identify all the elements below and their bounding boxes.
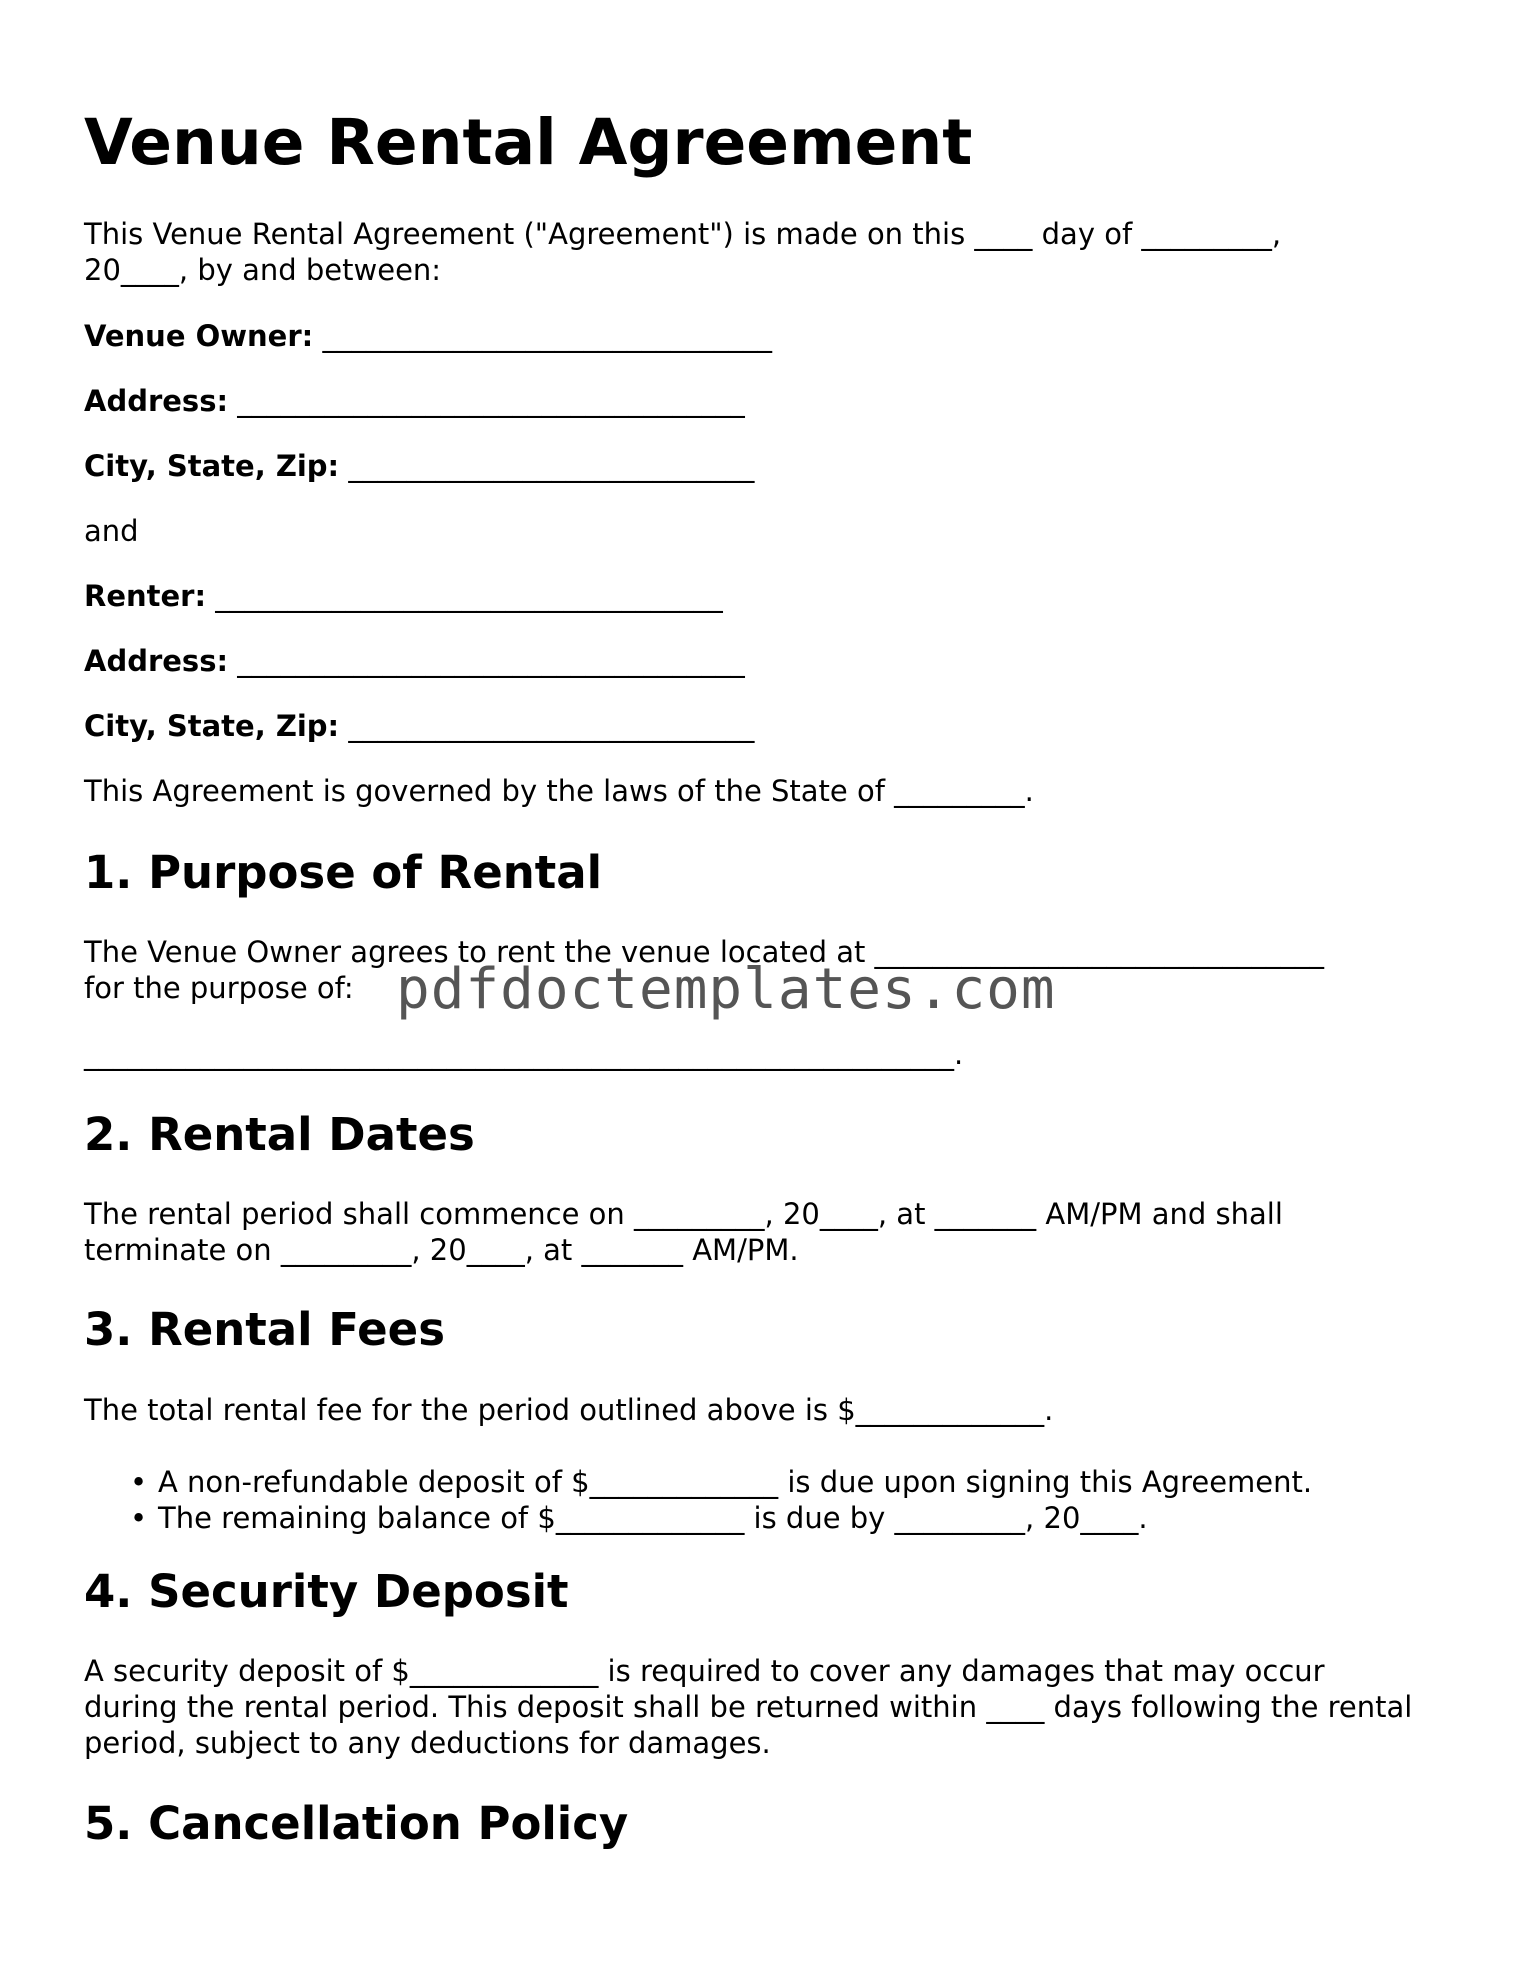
section-dates-text: [84, 1196, 1454, 1268]
purpose-line-2: for the purpose of:: [84, 971, 354, 1005]
renter-name-field: [84, 578, 1454, 614]
fees-bullet-text: A non-refundable deposit of $_____________ is due upon signing this Agreement.: [158, 1465, 1313, 1499]
governing-law-text: This Agreement is governed by the laws of the State of _________.: [84, 774, 1034, 808]
dates-line-2: terminate on _________, 20____, at _______ AM/PM.: [84, 1233, 799, 1267]
owner-address-blank: ___________________________________: [237, 384, 745, 418]
purpose-line-1: The Venue Owner agrees to rent the venue located at _______________________________: [84, 935, 1325, 969]
bullet-icon: •: [130, 1501, 148, 1535]
section-security-heading: 4. Security Deposit: [84, 1565, 569, 1618]
and-text: and: [84, 514, 139, 548]
dates-line-1: The rental period shall commence on _________, 20____, at _______ AM/PM and shall: [84, 1197, 1283, 1231]
renter-address-label: Address:: [84, 644, 229, 678]
owner-address-field: [84, 383, 1454, 419]
security-line-2: during the rental period. This deposit shall be returned within ____ days following the rental: [84, 1690, 1413, 1724]
owner-city-field: [84, 448, 1454, 484]
list-item: [130, 1464, 1313, 1500]
renter-address-blank: ___________________________________: [237, 644, 745, 678]
section-purpose-heading: 1. Purpose of Rental: [84, 846, 603, 899]
owner-name-blank: _______________________________: [322, 319, 772, 353]
fees-bullet-text: The remaining balance of $_____________ is due by _________, 20____.: [158, 1501, 1148, 1535]
renter-city-blank: ____________________________: [348, 709, 755, 743]
owner-name-label: Venue Owner:: [84, 319, 314, 353]
bullet-icon: •: [130, 1465, 148, 1499]
section-dates-heading: 2. Rental Dates: [84, 1108, 475, 1161]
renter-name-label: Renter:: [84, 579, 207, 613]
watermark-text: pdfdoctemplates.com: [396, 957, 1056, 1022]
owner-name-field: [84, 318, 1454, 354]
section-cancellation-heading: 5. Cancellation Policy: [84, 1797, 629, 1850]
intro-line-1: This Venue Rental Agreement ("Agreement") is made on this ____ day of _________,: [84, 217, 1282, 251]
renter-city-label: City, State, Zip:: [84, 709, 340, 743]
owner-city-label: City, State, Zip:: [84, 449, 340, 483]
list-item: [130, 1500, 1312, 1536]
renter-city-field: [84, 708, 1454, 744]
owner-city-blank: ____________________________: [348, 449, 755, 483]
renter-address-field: [84, 643, 1454, 679]
document-title: Venue Rental Agreement: [84, 106, 973, 179]
section-fees-heading: 3. Rental Fees: [84, 1303, 445, 1356]
section-security-text: [84, 1653, 1454, 1761]
fees-bullet-list: [84, 1464, 1312, 1536]
fees-line-1: The total rental fee for the period outlined above is $_____________.: [84, 1393, 1054, 1427]
security-line-3: period, subject to any deductions for damages.: [84, 1726, 771, 1760]
intro-line-2: 20____, by and between:: [84, 253, 442, 287]
renter-name-blank: ___________________________________: [215, 579, 723, 613]
purpose-line-3: ____________________________________________________________.: [84, 1037, 964, 1071]
intro-paragraph: [84, 216, 1454, 288]
security-line-1: A security deposit of $_____________ is required to cover any damages that may occur: [84, 1654, 1325, 1688]
owner-address-label: Address:: [84, 384, 229, 418]
